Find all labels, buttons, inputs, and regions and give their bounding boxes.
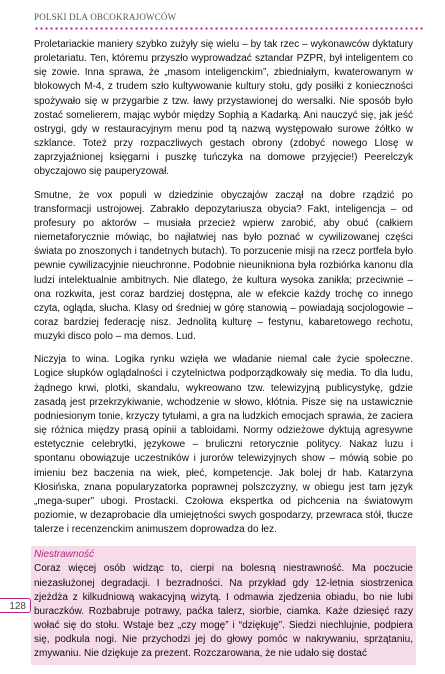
boxed-paragraph: Coraz więcej osób widząc to, cierpi na bolesną niestrawność. Ma poczucie niezasłużonej degradacji. I bezradności. Na przykład gdy 12-letnia siostrzenica zjeżdża z kilkudniową wakacyjną wizytą. I odmawia zjedzenia obiadu, bo nie lubi buraczków. Rozbabruje potrawy, paćka talerz, siorbie, ciamka. Każe dziesięć razy wołać się do stołu. Wstaje bez „czy mogę” i “dziękuję”. Siedzi niechlujnie, podpiera się, podkula nogi. Nie przychodzi jej do głowy pomóc w nakrywaniu, sprzątaniu, zmywaniu. Nie dziękuje za prezent. Rozczarowana, że nie udało się dostać [34,563,413,660]
highlighted-box [31,546,416,664]
paragraph: Smutne, że vox populi w dziedzinie obyczajów zaczął na dobre rządzić po transformacji ustrojowej. Zabrakło depozytariusza obycia? Fakt, inteligencja – od profesury po aktorów – musiała przecież wpierw zarobić, aby obuć (całkiem niemetaforycznie mówiąc, bo najłatwiej nas było poznać w cywilizowanej części świata po znoszonych i tandetnych butach). To porzucenie misji na rzecz portfela było pewnie cywilizacyjnie nieuchronne. Podobnie nieunikniona była rozbiórka kanonu dla ludzi intelektualnie ambitnych. Nie dlatego, że kultura wysoka zanikła; przeciwnie – ona rozkwita, jest coraz bardziej dostępna, ale w efekcie każdy trochę co innego czyta, ogląda, słucha. Klasy od średniej w górę stanowią – powiadają socjologowie – coraz bardziej federację nisz. Jednolitą kulturę – festynu, kabaretowego rechotu, muzyki disco polo – ma demos. Lud. [34,189,413,343]
article-body [34,38,413,674]
running-head: POLSKI DLA OBCOKRAJOWCÓW [34,12,177,22]
paragraph: Proletariackie maniery szybko zużyły się wielu – by tak rzec – wykonawców dyktatury proletariatu. Ten, któremu przyszło wyprowadzać sztandar PZPR, był inteligentem co się zowie. Inna sprawa, że „masom inteligenckim”, zbiedniałym, kwaterowanym w blokowych M-4, z trudem szło kultywowanie kultury stołu, gdy posiłki z konieczności spożywało się w przygarbie z tzw. ławy przystawionej do wersalki. Nie sposób było zostać somelierem, mając wybór między Sophią a Kadarką. Ani nauczyć się, jak jeść ostrygi, gdy w restauracyjnym menu pod tą nazwą występowało surowe żółtko w szklance. Toteż przy rozpaczliwych gestach obrony (zdobyć nowego Llosę w zaprzyjaźnionej księgarni i puszkę tuńczyka na domowe przyjęcie!) Peerelczyk obyczajowo się pauperyzował. [34,39,413,178]
section-title: Niestrawność [34,549,95,561]
page-number: 128 [0,598,31,613]
dotted-rule [34,27,425,30]
paragraph: Niczyja to wina. Logika rynku wzięła we władanie niemal całe życie społeczne. Logice słupków oglądalności i czytelnictwa podporządkowały się media. To dla ludu, żądnego krwi, plotki, skandalu, wykreowano tzw. telewizyjną publicystykę, gdzie zasadą jest przekrzykiwanie, wchodzenie w słowo, kłótnia. Pisze się na ustawicznie podniesionym tonie, krzyczy tytułami, a gra na ludzkich emocjach sprawia, że zaciera się różnica między prasą opinii a tabloidami. Normy odzieżowe dyktują agresywne estetycznie celebrytki, językowe – bruliczni retorycznie politycy. Nakaz luzu i spontanu obowiązuje uczestników i jurorów telewizyjnych show – mówią sobie po imieniu bez baczenia na wiek, płeć, kompetencje. Jak bolej dr hab. Katarzyna Kłosińska, znana popularyzatorka poprawnej polszczyzny, w obiegu jest tam język „mega-super” ubogi. Prostacki. Czołowa ekspertka od pichcenia na światowym poziomie, w dezaprobacie dla umiejętności swych gospodarzy, przewraca stół, tłucze talerze i recenzenckim animuszem doprowadza do łez. [34,354,413,536]
